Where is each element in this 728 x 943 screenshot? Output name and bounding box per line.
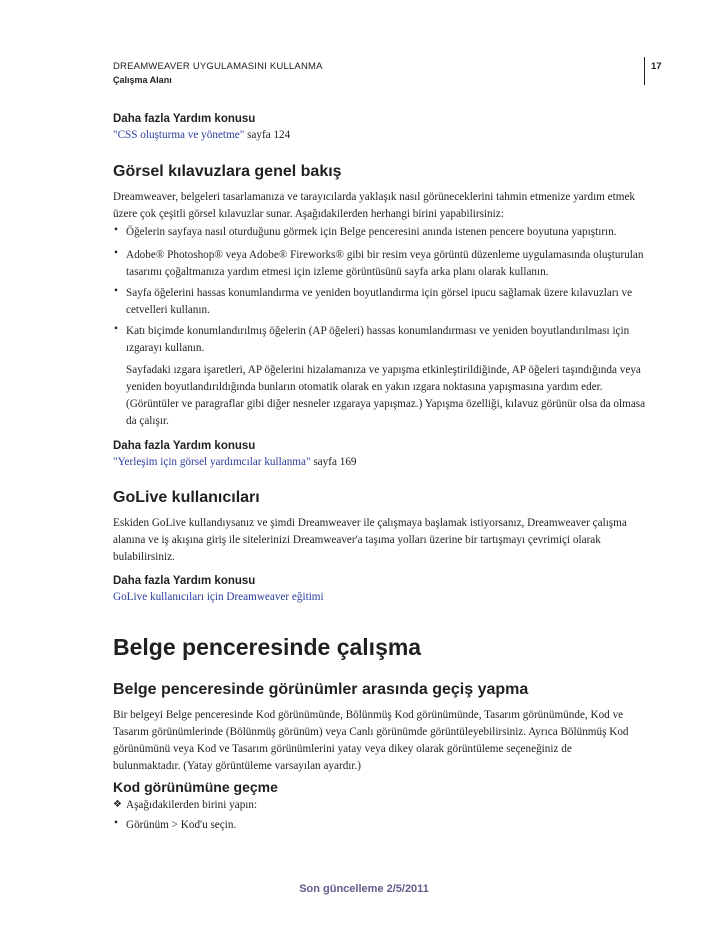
- body-text: görünümünü veya Kod ve Tasarım görünümlerini yatay veya dikey olarak görüntüleme seçeneğiniz de: [113, 743, 572, 755]
- procedure-step-icon: ❖: [113, 799, 122, 810]
- bullet-item-continued: tasarımı çoğaltmanıza yardım etmesi için izleme görüntüsünü sayfa arka planı olarak kullanın.: [126, 266, 549, 278]
- indented-paragraph: yeniden boyutlandırıldığında bunların otomatik olarak en yakın ızgara noktasına yapışmasına yardım eder.: [126, 381, 603, 393]
- body-text: alanına ve iş akışına giriş ile sitelerinizi Dreamweaver'a taşıma yolları üzerine bir tartışmayı çevrimiçi olarak: [113, 534, 601, 546]
- bullet-item-continued: cetvelleri kullanın.: [126, 304, 210, 316]
- page-reference: sayfa 169: [310, 456, 357, 468]
- section-heading-visual-guides: Görsel kılavuzlara genel bakış: [113, 163, 342, 180]
- body-text: bulabilirsiniz.: [113, 551, 175, 563]
- bullet-item-continued: ızgarayı kullanın.: [126, 342, 205, 354]
- body-text: Dreamweaver, belgeleri tasarlamanıza ve tarayıcılarda yaklaşık nasıl görüneceklerini tahmin etmenize yardım etmek: [113, 191, 636, 203]
- header-divider: [644, 57, 645, 85]
- procedure-step: Aşağıdakilerden birini yapın:: [126, 799, 258, 811]
- bullet-item: Sayfa öğelerini hassas konumlandırma ve yeniden boyutlandırma için görsel ipucu sağlamak üzere kılavuzları ve: [126, 287, 633, 299]
- topic-link-layout-aids[interactable]: "Yerleşim için görsel yardımcılar kullanma": [113, 456, 311, 468]
- body-text: üzere çok çeşitli görsel kılavuzlar sunar. Aşağıdakilerden herhangi birini yapabilirsiniz:: [113, 208, 504, 220]
- bullet-item: Öğelerin sayfaya nasıl oturduğunu görmek için Belge penceresini anında istenen pencere boyutuna yapıştırın.: [126, 226, 617, 238]
- indented-paragraph: da çalışır.: [126, 415, 169, 427]
- body-text: Bir belgeyi Belge penceresinde Kod görünümünde, Bölünmüş Kod görünümünde, Tasarım görünümünde, Kod ve: [113, 709, 624, 721]
- bullet-icon: •: [114, 817, 118, 829]
- chapter-title: Belge penceresinde çalışma: [113, 634, 422, 660]
- section-heading-views: Belge penceresinde görünümler arasında geçiş yapma: [113, 681, 529, 698]
- body-text: Tasarım görünümlerinde (Bölünmüş görünüm) veya Canlı görünümde görüntüleyebilirsiniz. Ayrıca Bölünmüş Kod: [113, 726, 629, 738]
- subsection-heading-code-view: Kod görünümüne geçme: [113, 779, 278, 795]
- related-topic-line: [113, 127, 290, 144]
- bullet-item: Adobe® Photoshop® veya Adobe® Fireworks® gibi bir resim veya görüntü düzenleme uygulamasında oluşturulan: [126, 249, 644, 261]
- related-topic-line: [113, 454, 357, 471]
- more-help-label: Daha fazla Yardım konusu: [113, 575, 256, 587]
- body-text: bulunmaktadır. (Yatay görüntüleme varsayılan ayardır.): [113, 760, 362, 772]
- indented-paragraph: Sayfadaki ızgara işaretleri, AP öğelerini hizalamanıza ve yapışma etkinleştirildiğinde, AP öğeleri taşındığında veya: [126, 364, 641, 376]
- topic-link-golive[interactable]: GoLive kullanıcıları için Dreamweaver eğitimi: [113, 591, 324, 603]
- bullet-icon: •: [114, 247, 118, 259]
- bullet-item: Katı biçimde konumlandırılmış öğelerin (AP öğeleri) hassas konumlandırması ve yeniden boyutlandırılması için: [126, 325, 630, 337]
- running-header-title: DREAMWEAVER UYGULAMASINI KULLANMA: [113, 61, 323, 72]
- bullet-icon: •: [114, 285, 118, 297]
- section-heading-golive: GoLive kullanıcıları: [113, 489, 260, 506]
- page-reference: sayfa 124: [244, 129, 291, 141]
- indented-paragraph: (Görüntüler ve paragraflar gibi diğer nesneler ızgaraya yapışmaz.) Yapışma özelliği, kılavuz görünür olsa da olmasa: [126, 398, 646, 410]
- bullet-icon: •: [114, 224, 118, 236]
- running-header-subtitle: Çalışma Alanı: [113, 75, 172, 85]
- page-number: 17: [651, 61, 662, 72]
- more-help-label: Daha fazla Yardım konusu: [113, 113, 256, 125]
- more-help-label: Daha fazla Yardım konusu: [113, 440, 256, 452]
- bullet-icon: •: [114, 323, 118, 335]
- page-footer: Son güncelleme 2/5/2011: [299, 883, 429, 895]
- topic-link-css[interactable]: "CSS oluşturma ve yönetme": [113, 129, 245, 141]
- bullet-item: Görünüm > Kod'u seçin.: [126, 819, 237, 831]
- body-text: Eskiden GoLive kullandıysanız ve şimdi Dreamweaver ile çalışmaya başlamak istiyorsanız, Dreamweaver çalışma: [113, 517, 627, 529]
